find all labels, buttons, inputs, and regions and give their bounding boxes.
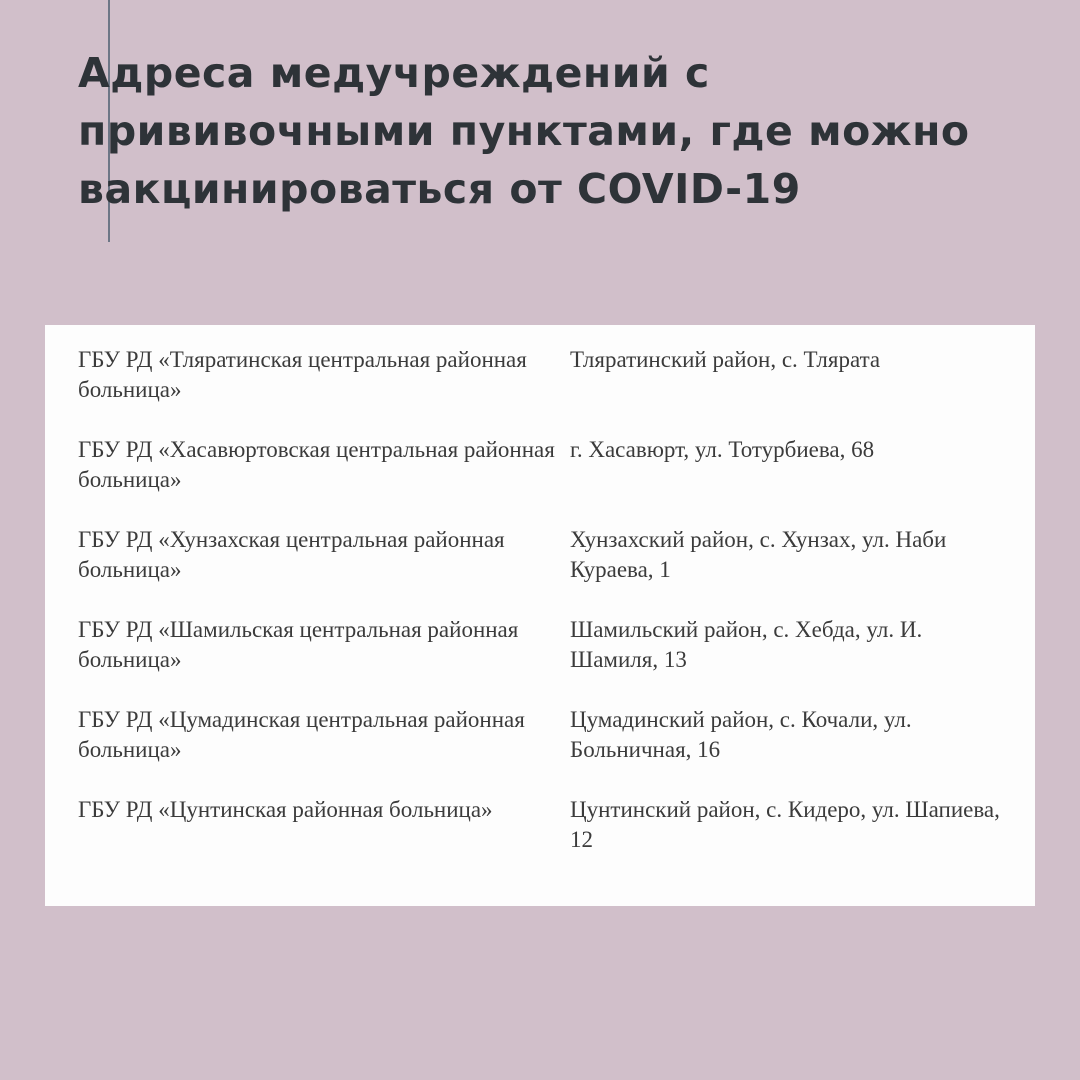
facility-name: ГБУ РД «Тляратинская центральная районная больница» (78, 347, 527, 402)
facility-name: ГБУ РД «Цунтинская районная больница» (78, 797, 493, 822)
facility-name: ГБУ РД «Хунзахская центральная районная больница» (78, 527, 505, 582)
facility-address: г. Хасавюрт, ул. Тотурбиева, 68 (570, 437, 875, 462)
table-row (78, 345, 1028, 435)
facility-name: ГБУ РД «Хасавюртовская центральная районная больница» (78, 437, 555, 492)
table-row (78, 705, 1028, 795)
facility-name: ГБУ РД «Цумадинская центральная районная больница» (78, 707, 525, 762)
facility-address: Шамильский район, с. Хебда, ул. И. Шамиля, 13 (570, 617, 923, 672)
facility-name: ГБУ РД «Шамильская центральная районная больница» (78, 617, 519, 672)
table-row (78, 435, 1028, 525)
table-row (78, 525, 1028, 615)
facility-address: Хунзахский район, с. Хунзах, ул. Наби Кураева, 1 (570, 527, 947, 582)
table-row (78, 615, 1028, 705)
facility-address: Цумадинский район, с. Кочали, ул. Больничная, 16 (570, 707, 912, 762)
addresses-table (45, 325, 1035, 906)
table-row (78, 795, 1028, 885)
facility-address: Цунтинский район, с. Кидеро, ул. Шапиева, 12 (570, 797, 1000, 852)
page-title: Адреса медучреждений с прививочными пунктами, где можно вакцинироваться от COVID-19 (78, 49, 970, 213)
facility-address: Тляратинский район, с. Тлярата (570, 347, 881, 372)
